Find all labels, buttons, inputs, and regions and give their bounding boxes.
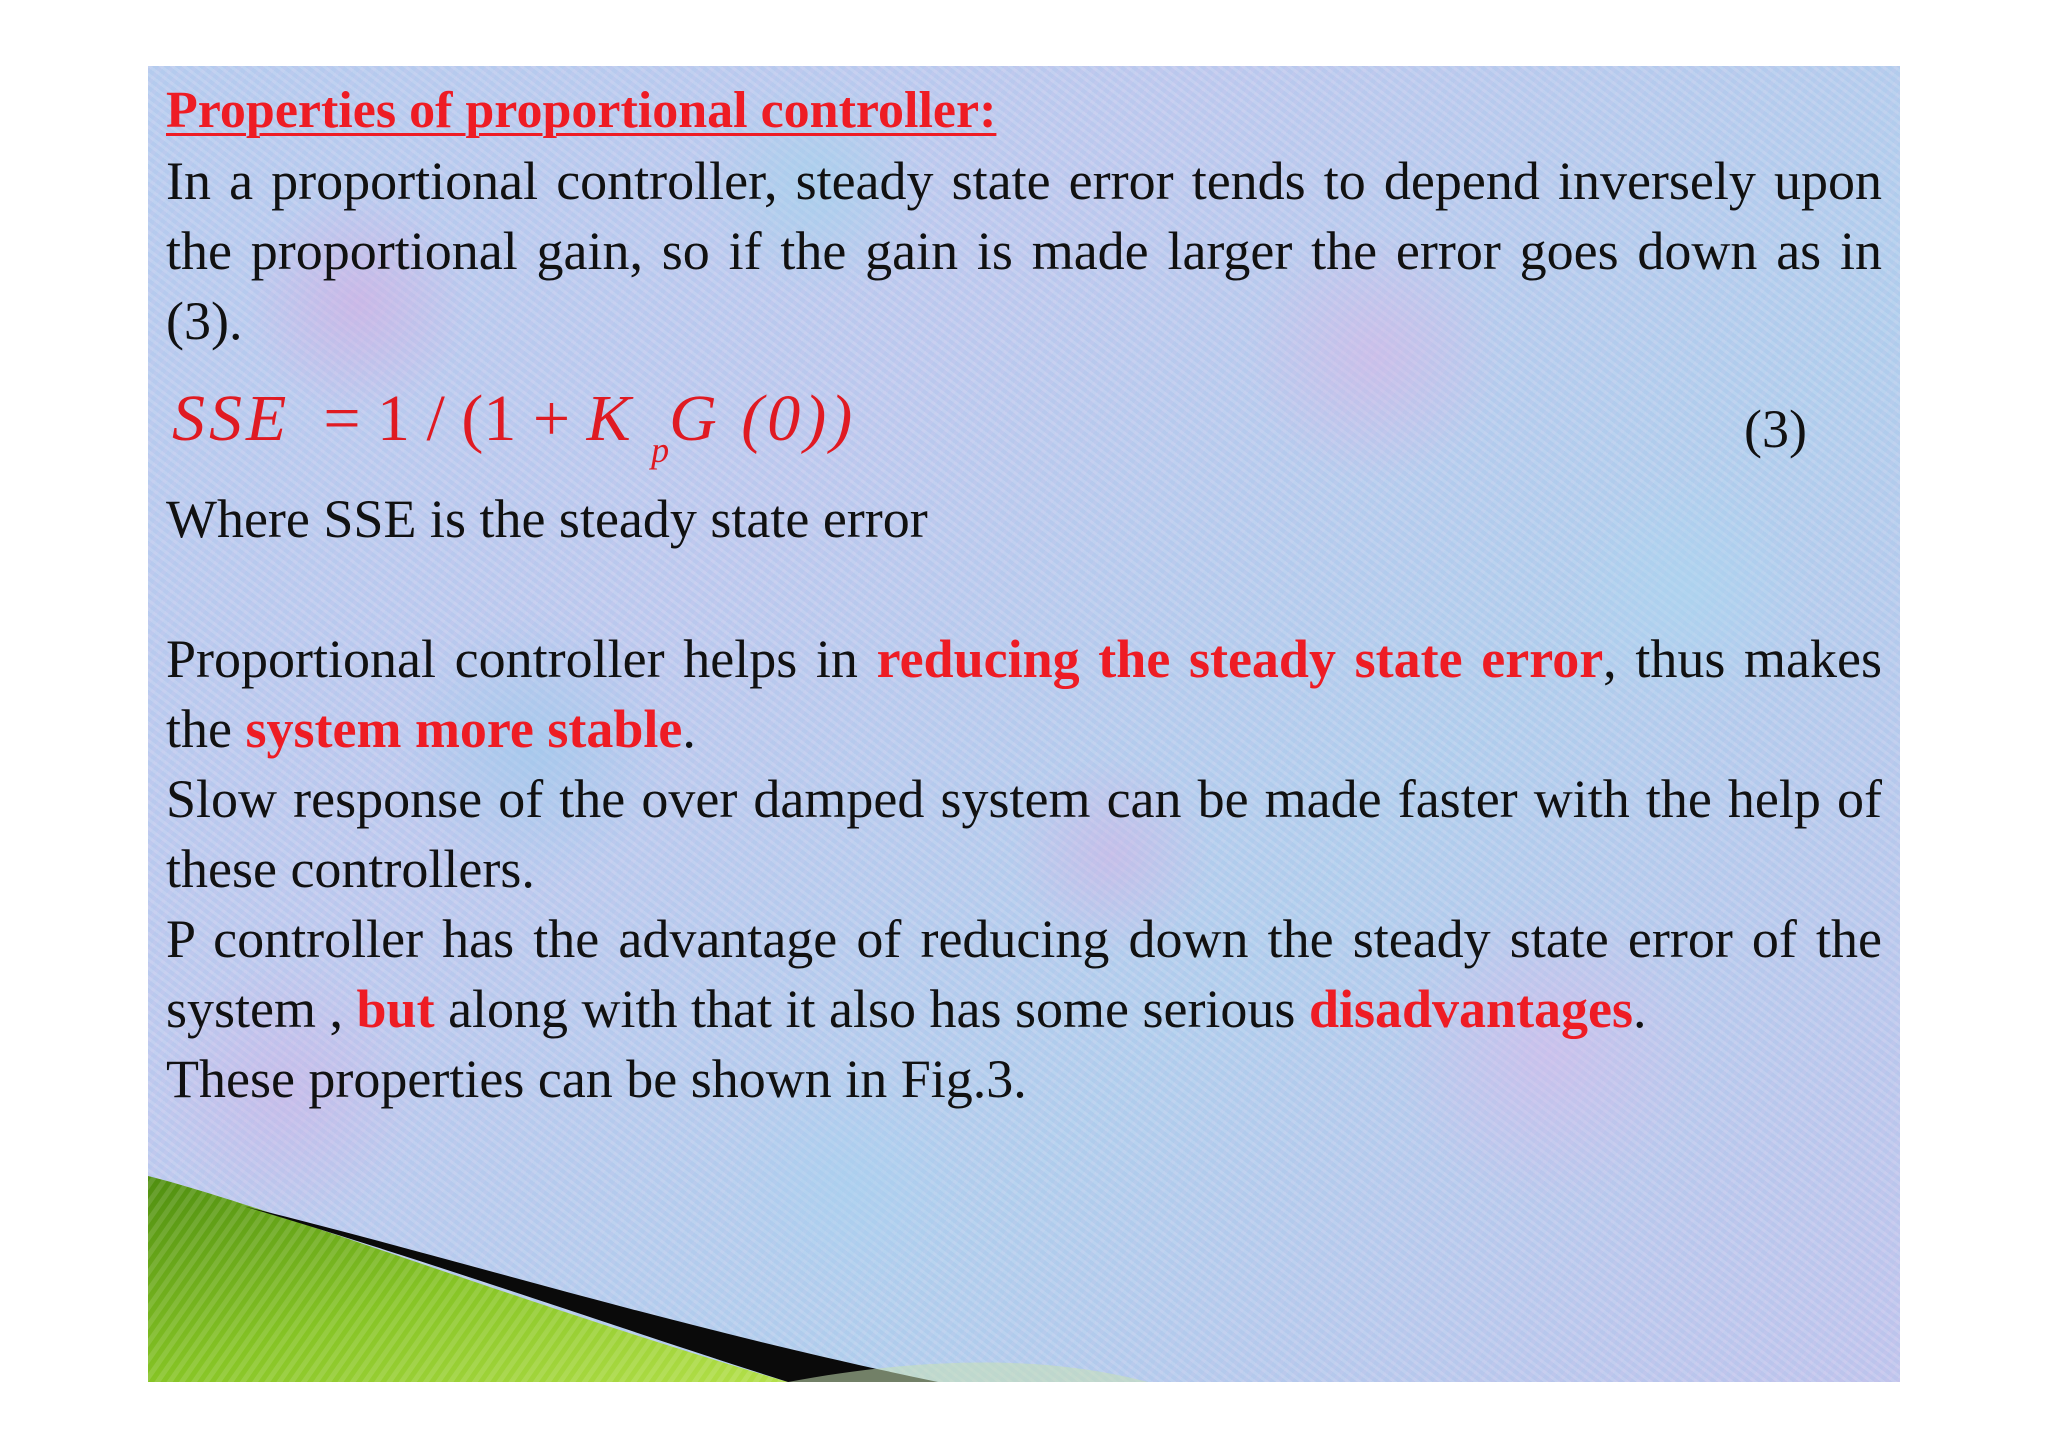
- advantage-text-2: along with that it also has some serious: [434, 979, 1309, 1039]
- equation-lhs: SSE: [172, 382, 291, 455]
- slide-title: Properties of proportional controller:: [166, 82, 997, 139]
- equation-rhs-end: G (0)): [669, 382, 857, 455]
- advantage-text-1: P controller has the advantage of reducing down the steady state error of the system ,: [166, 909, 1882, 1039]
- stability-emphasis-2: system more stable: [245, 699, 683, 759]
- stability-paragraph: [166, 624, 1882, 764]
- stability-emphasis-1: reducing the steady state error: [876, 629, 1604, 689]
- advantage-text-3: .: [1633, 979, 1647, 1039]
- equation-gain-symbol: K: [586, 382, 635, 455]
- response-paragraph: Slow response of the over damped system can be made faster with the help of these controllers.: [166, 769, 1882, 899]
- advantage-emphasis-1: but: [356, 979, 435, 1039]
- equation-number: (3): [1744, 399, 1807, 459]
- where-line: Where SSE is the steady state error: [166, 489, 928, 549]
- figure-reference-paragraph: These properties can be shown in Fig.3.: [166, 1049, 1027, 1109]
- equation-rhs-start: = 1 / (1 +: [323, 382, 587, 455]
- advantage-emphasis-2: disadvantages: [1308, 979, 1634, 1039]
- equation-gain-subscript: p: [651, 430, 670, 470]
- advantage-paragraph: [166, 904, 1882, 1044]
- stability-text-1: Proportional controller helps in: [166, 629, 877, 689]
- intro-paragraph: In a proportional controller, steady state error tends to depend inversely upon the proportional gain, so if the gain is made larger the error goes down as in (3).: [166, 151, 1882, 351]
- blank-line: [166, 554, 1882, 624]
- stability-text-2: , thus makes the: [166, 629, 1882, 759]
- stability-text-3: .: [682, 699, 696, 759]
- equation-row: [166, 374, 1882, 484]
- slide: [148, 66, 1900, 1382]
- sse-equation: [172, 374, 856, 473]
- slide-content: [166, 76, 1882, 1114]
